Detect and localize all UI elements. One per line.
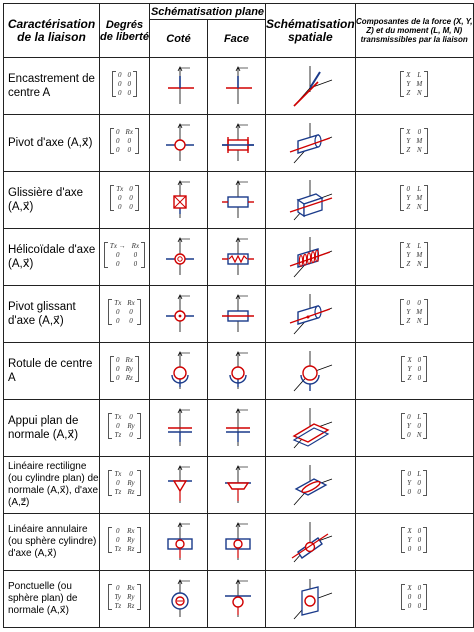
force-torsor: 0 L Y 0 0 0	[355, 457, 473, 514]
force-torsor: 0 L Y 0 0 N	[355, 400, 473, 457]
spatial-diagram	[266, 286, 356, 343]
spatial-diagram	[266, 58, 356, 115]
force-torsor: X 0 0 0 0 0	[355, 571, 473, 628]
header-composantes: Composantes de la force (X, Y, Z) et du moment (L, M, N) transmissibles par la liaison	[355, 4, 473, 58]
dof-matrix: 0 Rx 0 Ry 0 Rz	[100, 343, 150, 400]
force-torsor: 0 0 Y M Z N	[355, 286, 473, 343]
force-torsor: X 0 Y M Z N	[355, 115, 473, 172]
liaison-name: Pivot d'axe (A,x⃗)	[4, 115, 100, 172]
cote-diagram	[150, 229, 208, 286]
face-diagram	[208, 514, 266, 571]
spatial-diagram-svg	[268, 58, 352, 114]
spatial-diagram-svg	[268, 172, 352, 228]
face-diagram-svg	[209, 400, 265, 456]
face-diagram-svg	[209, 229, 265, 285]
dof-matrix: Tx 0 0 0 0 0	[100, 172, 150, 229]
header-face: Face	[208, 20, 266, 58]
dof-matrix: 0 Rx Ty Ry Tz Rz	[100, 571, 150, 628]
face-diagram-svg	[209, 58, 265, 114]
spatial-diagram	[266, 457, 356, 514]
header-degres: Degrés de liberté	[100, 4, 150, 58]
cote-diagram-svg	[151, 457, 207, 513]
dof-matrix: Tx Rx 0 0 0 0	[100, 286, 150, 343]
cote-diagram	[150, 457, 208, 514]
table-row	[4, 400, 474, 457]
face-diagram-svg	[209, 286, 265, 342]
header-schem-spatiale: Schématisation spatiale	[266, 4, 356, 58]
cote-diagram-svg	[151, 115, 207, 171]
force-torsor: X 0 Y 0 0 0	[355, 514, 473, 571]
cote-diagram	[150, 286, 208, 343]
spatial-diagram-svg	[268, 229, 352, 285]
face-diagram	[208, 343, 266, 400]
spatial-diagram	[266, 400, 356, 457]
force-torsor: X L Y M Z N	[355, 58, 473, 115]
spatial-diagram	[266, 343, 356, 400]
cote-diagram-svg	[151, 571, 207, 627]
liaison-name: Linéaire rectiligne (ou cylindre plan) de normale (A,x⃗), d'axe (A,z⃗)	[4, 457, 100, 514]
table-row	[4, 514, 474, 571]
table-row	[4, 172, 474, 229]
table-row	[4, 343, 474, 400]
dof-matrix: Tx 0 0 Ry Tz 0	[100, 400, 150, 457]
face-diagram-svg	[209, 115, 265, 171]
spatial-diagram	[266, 172, 356, 229]
table-row	[4, 571, 474, 628]
liaisons-table	[3, 3, 474, 628]
force-torsor: 0 L Y M Z N	[355, 172, 473, 229]
cote-diagram-svg	[151, 172, 207, 228]
dof-matrix: 0 Rx 0 Ry Tz Rz	[100, 514, 150, 571]
spatial-diagram-svg	[268, 457, 352, 513]
spatial-diagram-svg	[268, 286, 352, 342]
spatial-diagram-svg	[268, 343, 352, 399]
cote-diagram-svg	[151, 514, 207, 570]
cote-diagram	[150, 571, 208, 628]
face-diagram	[208, 571, 266, 628]
spatial-diagram-svg	[268, 514, 352, 570]
force-torsor: X L Y M Z N	[355, 229, 473, 286]
header-schem-plane: Schématisation plane	[150, 5, 265, 18]
liaison-name: Hélicoïdale d'axe (A,x⃗)	[4, 229, 100, 286]
cote-diagram	[150, 172, 208, 229]
spatial-diagram	[266, 514, 356, 571]
cote-diagram	[150, 343, 208, 400]
cote-diagram	[150, 514, 208, 571]
dof-matrix: Tx → Rx 0 0 0 0	[100, 229, 150, 286]
table-row	[4, 115, 474, 172]
spatial-diagram	[266, 571, 356, 628]
face-diagram	[208, 229, 266, 286]
table-row	[4, 229, 474, 286]
spatial-diagram	[266, 229, 356, 286]
table-row	[4, 58, 474, 115]
force-torsor: X 0 Y 0 Z 0	[355, 343, 473, 400]
face-diagram	[208, 286, 266, 343]
face-diagram-svg	[209, 457, 265, 513]
dof-matrix: Tx 0 0 Ry Tz Rz	[100, 457, 150, 514]
liaison-name: Pivot glissant d'axe (A,x⃗)	[4, 286, 100, 343]
spatial-diagram	[266, 115, 356, 172]
face-diagram	[208, 400, 266, 457]
liaison-name: Glissière d'axe (A,x⃗)	[4, 172, 100, 229]
face-diagram	[208, 172, 266, 229]
face-diagram	[208, 115, 266, 172]
liaison-name: Encastrement de centre A	[4, 58, 100, 115]
dof-matrix: 0 0 0 0 0 0	[100, 58, 150, 115]
face-diagram	[208, 58, 266, 115]
face-diagram	[208, 457, 266, 514]
table-row	[4, 286, 474, 343]
liaison-name: Appui plan de normale (A,x⃗)	[4, 400, 100, 457]
spatial-diagram-svg	[268, 400, 352, 456]
liaison-name: Linéaire annulaire (ou sphère cylindre) d'axe (A,x⃗)	[4, 514, 100, 571]
face-diagram-svg	[209, 571, 265, 627]
face-diagram-svg	[209, 172, 265, 228]
face-diagram-svg	[209, 514, 265, 570]
spatial-diagram-svg	[268, 115, 352, 171]
spatial-diagram-svg	[268, 571, 352, 627]
cote-diagram-svg	[151, 229, 207, 285]
face-diagram-svg	[209, 343, 265, 399]
liaison-name: Ponctuelle (ou sphère plan) de normale (A,x⃗)	[4, 571, 100, 628]
cote-diagram-svg	[151, 343, 207, 399]
cote-diagram-svg	[151, 286, 207, 342]
dof-matrix: 0 Rx 0 0 0 0	[100, 115, 150, 172]
cote-diagram	[150, 115, 208, 172]
table-row	[4, 457, 474, 514]
cote-diagram	[150, 58, 208, 115]
cote-diagram	[150, 400, 208, 457]
header-caracterisation: Caractérisation de la liaison	[4, 4, 100, 58]
liaison-name: Rotule de centre A	[4, 343, 100, 400]
header-cote: Coté	[150, 20, 208, 58]
cote-diagram-svg	[151, 400, 207, 456]
cote-diagram-svg	[151, 58, 207, 114]
